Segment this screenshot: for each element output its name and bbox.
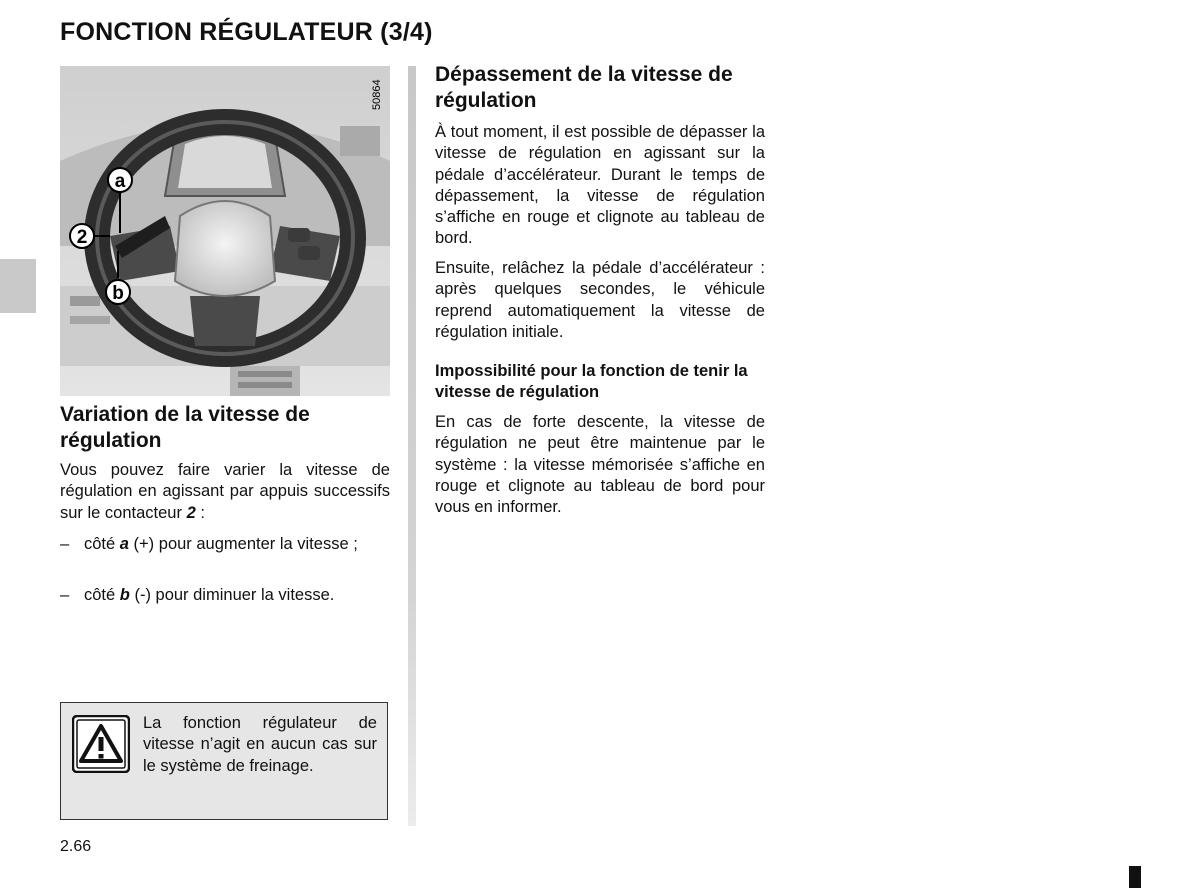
figure-reference-number (369, 72, 383, 112)
bullet-increase: – côté a (+) pour augmenter la vitesse ; (60, 535, 358, 553)
page-number: 2.66 (60, 838, 92, 855)
left-intro: Vous pouvez faire varier la vitesse de régulation en agissant par appuis successifs sur le contacteur 2 : (60, 461, 390, 522)
section-tab (0, 259, 36, 313)
callout-a: a (114, 171, 126, 192)
ref-2: 2 (186, 503, 196, 522)
right-subheading: Impossibilité pour la fonction de tenir la vitesse de régulation (435, 362, 748, 401)
figure-ref: 50864 (371, 79, 383, 110)
steering-wheel-drawing (60, 66, 390, 396)
page-title: FONCTION RÉGULATEUR (3/4) (60, 18, 433, 46)
ref-b: b (119, 586, 130, 604)
right-paragraph-3: En cas de forte descente, la vitesse de régulation ne peut être maintenue par le système : la vitesse mémorisée s’affiche en rouge et clignote au tableau de bord pour vous en informer. (435, 413, 765, 517)
right-paragraph-2: Ensuite, relâchez la pédale d’accélérateur : après quelques secondes, le véhicule reprend automatiquement la vitesse de régulation initiale. (435, 259, 765, 341)
right-paragraph-1: À tout moment, il est possible de dépasser la vitesse de régulation en agissant sur la pédale d’accélérateur. Durant le temps de dépassement, la vitesse de régulation s’affiche en rouge et clignote au tableau de bord. (435, 123, 765, 248)
bullet-decrease: – côté b (-) pour diminuer la vitesse. (60, 586, 335, 604)
right-heading: Dépassement de la vitesse de régulation (435, 63, 733, 112)
warning-triangle-icon (72, 715, 130, 773)
warning-box (60, 702, 388, 820)
steering-wheel-illustration (60, 66, 390, 396)
callout-2: 2 (76, 227, 88, 248)
callout-b: b (112, 283, 124, 304)
warning-text: La fonction régulateur de vitesse n’agit en aucun cas sur le système de freinage. (143, 714, 377, 775)
ref-a: a (119, 535, 129, 553)
corner-mark (1129, 866, 1141, 888)
left-heading: Variation de la vitesse de régulation (60, 403, 310, 452)
column-divider (408, 66, 416, 826)
